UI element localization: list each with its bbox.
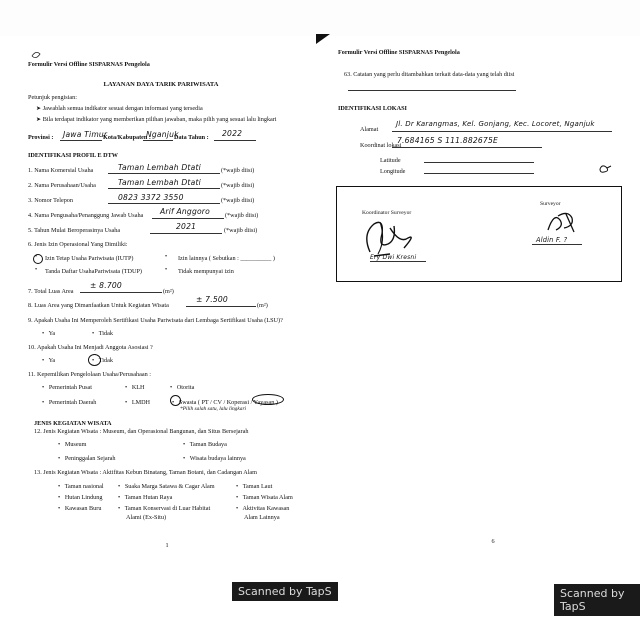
longitude-label: Longitude — [380, 168, 406, 175]
yayasan-circle — [252, 394, 284, 405]
total-area-value: ± 8.700 — [90, 281, 122, 290]
profile-row-5-value: 2021 — [176, 222, 197, 231]
province-value: Jawa Timur — [63, 130, 108, 139]
permit-opt-4: Tidak mempunyai izin — [178, 268, 234, 275]
profile-row-1-note: (*wajib diisi) — [221, 167, 255, 174]
city-line — [143, 140, 173, 141]
profile-row-4-note: (*wajib diisi) — [225, 212, 259, 219]
permit-opt-2: Izin lainnya ( Sebutkan : __________ ) — [178, 255, 275, 262]
q11-opt-4: • Pemerintah Daerah — [42, 399, 97, 406]
province-line — [60, 140, 102, 141]
coordinate-label: Koordinat lokasi — [360, 142, 402, 149]
page-left — [0, 36, 322, 616]
q63-line — [348, 90, 516, 91]
permit-bullet-4: • — [165, 267, 168, 273]
profile-row-5-label: 5. Tahun Mulai Beroperasinya Usaha — [28, 227, 121, 234]
instruction-1: ➤ Jawablah semua indikator sesuai dengan informasi yang tersedia — [36, 105, 203, 112]
profile-row-3-value: 0823 3372 3550 — [118, 193, 184, 202]
surveyor-line — [532, 244, 582, 245]
profile-row-2-note: (*wajib diisi) — [221, 182, 255, 189]
page-right — [322, 36, 640, 616]
form-header: Formulir Versi Offline SISPARNAS Pengelola — [28, 61, 150, 68]
q12-question: 12. Jenis Kegiatan Wisata : Museum, dan Operasional Bangunan, dan Situs Bersejarah — [34, 428, 249, 435]
total-area-label: 7. Total Luas Area — [28, 288, 74, 295]
city-value: Nganjuk — [146, 130, 179, 139]
city-label: Kota/Kabupaten : — [103, 134, 151, 141]
coordinator-name: Ery Dwi Kresni — [370, 254, 417, 261]
q11-opt-1: • Pemerintah Pusat — [42, 384, 92, 391]
permit-bullet-3: • — [35, 267, 38, 273]
q63-question: 63. Catatan yang perlu ditambahkan terkait data-data yang telah diisi — [344, 71, 515, 78]
profile-row-4-label: 4. Nama Pengusaha/Penanggung Jawab Usaha — [28, 212, 144, 219]
q12-opt-4: • Wisata budaya lainnya — [183, 455, 246, 462]
profile-row-1-value: Taman Lembah Dtati — [118, 163, 201, 172]
q13-opt-1: • Taman nasional — [58, 483, 104, 490]
used-area-value: ± 7.500 — [196, 295, 228, 304]
permit-opt-1: Izin Tetap Usaha Pariwisata (IUTP) — [45, 255, 134, 262]
permit-opt-3: Tanda Daftar UsahaPariwisata (TDUP) — [45, 268, 142, 275]
year-line — [214, 140, 256, 141]
province-label: Provinsi : — [28, 134, 54, 141]
q11-opt-5: • LMDH — [125, 399, 151, 406]
permit-bullet-2: • — [165, 254, 168, 260]
profile-row-3-line — [108, 203, 220, 204]
q9-yes: • Ya — [42, 330, 56, 337]
q11-opt-6: • Swasta ( PT / CV / Koperasi / Yayasan ) — [172, 399, 278, 406]
coordinator-label: Koordinator Surveyor — [362, 210, 412, 216]
profile-row-1-line — [108, 173, 220, 174]
section-activity-title: JENIS KEGIATAN WISATA — [34, 420, 112, 427]
profile-row-5-note: (*wajib diisi) — [224, 227, 258, 234]
profile-row-2-line — [108, 188, 220, 189]
latitude-label: Latitude — [380, 157, 401, 164]
profile-row-3-label: 3. Nomor Telepon — [28, 197, 73, 204]
page-number-right: 6 — [491, 538, 495, 545]
page-number-left: 1 — [165, 542, 169, 549]
profile-row-2-value: Taman Lembah Dtati — [118, 178, 201, 187]
coordinate-line — [392, 147, 542, 148]
q13-opt-3: • Taman Laut — [236, 483, 273, 490]
year-label: Data Tahun : — [174, 134, 209, 141]
q11-note: *Pilih salah satu, lalu lingkari — [180, 406, 247, 412]
q11-opt-2: • KLH — [125, 384, 145, 391]
q13-opt-2: • Suaka Marga Satawa & Cagar Alam — [118, 483, 215, 490]
profile-row-1-label: 1. Nama Komersial Usaha — [28, 167, 94, 174]
q13-opt-9: • Aktivitas Kawasan — [236, 505, 290, 512]
q9-question: 9. Apakah Usaha Ini Memperoleh Sertifikasi Usaha Pariwisata dari Lembaga Sertifikasi Usaha (LSU)? — [28, 317, 283, 324]
page-fold-shadow — [316, 34, 332, 48]
q12-opt-3: • Peninggalan Sejarah — [58, 455, 116, 462]
longitude-line — [424, 173, 534, 174]
form-header-right: Formulir Versi Offline SISPARNAS Pengelola — [338, 49, 460, 56]
used-area-label: 8. Luas Area yang Dimanfaatkan Untuk Kegiatan Wisata — [28, 302, 169, 309]
q10-no: • Tidak — [92, 357, 113, 364]
q13-opt-5: • Taman Hutan Raya — [118, 494, 173, 501]
q13-opt-9-cont: Alam Lainnya — [244, 514, 280, 521]
profile-row-3-note: (*wajib diisi) — [221, 197, 255, 204]
latitude-line — [424, 162, 534, 163]
permit-bullet-1: • — [35, 254, 38, 260]
q13-opt-8: • Taman Konservasi di Luar Habitat — [118, 505, 211, 512]
coordinate-value: 7.684165 S 111.882675E — [397, 136, 498, 145]
q10-question: 10. Apakah Usaha Ini Menjadi Anggota Asosiasi ? — [28, 344, 153, 351]
scan-watermark-right: Scanned by TapS — [554, 584, 640, 616]
used-area-unit: (m²) — [257, 302, 268, 309]
total-area-unit: (m²) — [163, 288, 174, 295]
total-area-line — [80, 292, 162, 293]
address-value: Jl. Dr Karangmas, Kel. Gonjang, Kec. Locoret, Nganjuk — [396, 120, 595, 128]
q13-opt-8-cont: Alami (Ex-Situ) — [126, 514, 167, 521]
q13-opt-7: • Kawasan Buru — [58, 505, 102, 512]
section-profile-title: IDENTIFIKASI PROFIL E DTW — [28, 152, 118, 159]
surveyor-name: Aldin F. ? — [536, 236, 568, 244]
address-label: Alamat — [360, 126, 379, 133]
profile-row-4-value: Arif Anggoro — [160, 207, 210, 216]
profile-row-5-line — [150, 233, 222, 234]
coordinator-line — [370, 261, 426, 262]
q12-opt-2: • Taman Budaya — [183, 441, 227, 448]
form-title: LAYANAN DAYA TARIK PARIWISATA — [103, 81, 219, 88]
instructions-label: Petunjuk pengisian: — [28, 94, 77, 101]
q12-opt-1: • Museum — [58, 441, 87, 448]
q13-question: 13. Jenis Kegiatan Wisata : Aktifitas Kebun Binatang, Taman Botani, dan Cadangan Alam — [34, 469, 257, 476]
q9-no: • Tidak — [92, 330, 113, 337]
permit-question: 6. Jenis Izin Operasional Yang Dimiliki: — [28, 241, 128, 248]
address-line — [392, 131, 612, 132]
q13-opt-4: • Hutan Lindung — [58, 494, 103, 501]
surveyor-label: Surveyor — [540, 201, 561, 207]
scan-watermark-left: Scanned by TapS — [232, 582, 338, 601]
q11-question: 11. Kepemilikan Pengelolaan Usaha/Perusahaan : — [28, 371, 151, 378]
section-location-title: IDENTIFIKASI LOKASI — [338, 105, 407, 112]
q11-opt-3: • Otorita — [170, 384, 195, 391]
year-value: 2022 — [222, 129, 243, 138]
used-area-line — [186, 306, 256, 307]
profile-row-4-line — [152, 218, 224, 219]
instruction-2: ➤ Bila terdapat indikator yang memberikan pilihan jawaban, maka pilih yang sesuai lalu lingkari — [36, 116, 277, 123]
ink-mark — [598, 164, 612, 174]
q10-yes: • Ya — [42, 357, 56, 364]
q13-opt-6: • Taman Wisata Alam — [236, 494, 293, 501]
surveyor-signature — [544, 208, 580, 236]
page-corner-mark — [30, 50, 44, 60]
profile-row-2-label: 2. Nama Perusahaan/Usaha — [28, 182, 96, 189]
